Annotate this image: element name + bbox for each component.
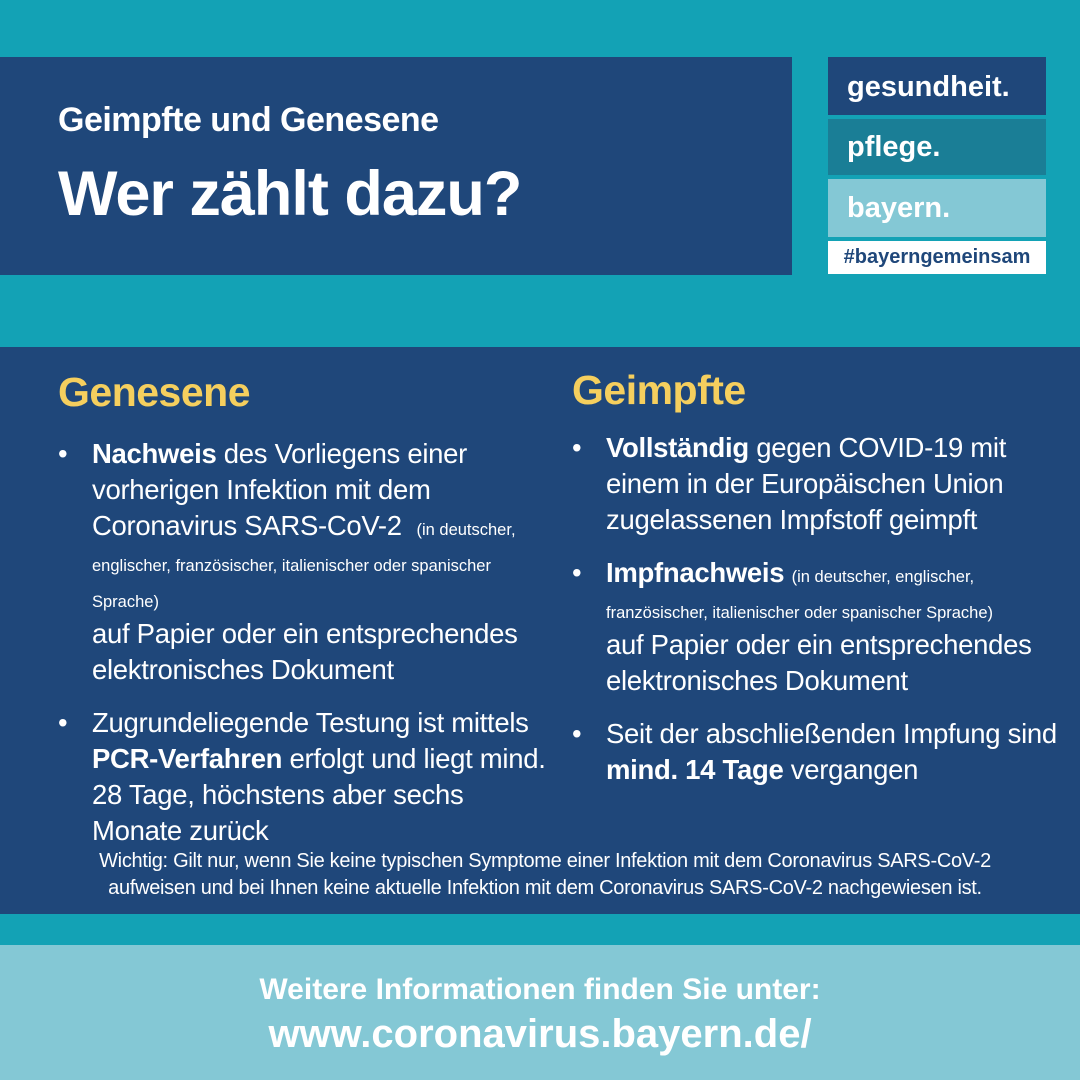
- bold-text: Impfnachweis: [606, 557, 785, 588]
- logo-block-bayern: [828, 179, 1046, 237]
- page-title: Wer zählt dazu?: [58, 159, 522, 229]
- note-line-2: aufweisen und bei Ihnen keine aktuelle Infektion mit dem Coronavirus SARS-CoV-2 nachgewiesen ist.: [108, 877, 982, 899]
- note-line-1: Wichtig: Gilt nur, wenn Sie keine typischen Symptome einer Infektion mit dem Coronavirus SARS-CoV-2: [99, 850, 991, 872]
- logo-text-pflege: pflege.: [847, 131, 941, 163]
- genesene-list: [58, 436, 558, 849]
- genesene-heading: Genesene: [58, 369, 250, 415]
- bold-text: mind. 14 Tage: [606, 754, 784, 785]
- bold-text: PCR-Verfahren: [92, 743, 283, 774]
- geimpfte-heading: Geimpfte: [572, 367, 746, 413]
- bold-text: Vollständig: [606, 432, 749, 463]
- genesene-column: [58, 368, 558, 849]
- page-subtitle: Geimpfte und Genesene: [58, 101, 439, 139]
- footer-intro-text: Weitere Informationen finden Sie unter:: [259, 973, 821, 1006]
- logo-text-gesundheit: gesundheit.: [847, 71, 1010, 103]
- geimpfte-bullet-frist: • Seit der abschließenden Impfung sind mind. 14 Tage vergangen: [572, 716, 1077, 788]
- hashtag-badge: #bayerngemeinsam: [828, 241, 1046, 274]
- logo-block-pflege: [828, 119, 1046, 175]
- language-note: (in deutscher, englischer, französischer, italienischer oder spanischer Sprache): [606, 568, 994, 622]
- geimpfte-bullet-vollstaendig: • Vollständig gegen COVID-19 mit einem in der Europäischen Union zugelassenen Impfstoff geimpft: [572, 430, 1077, 538]
- geimpfte-bullet-impfnachweis: • Impfnachweis (in deutscher, englischer, französischer, italienischer oder spanischer Sprache) auf Papier oder ein entsprechendes elektronisches Dokument: [572, 555, 1077, 699]
- logo-text-bayern: bayern.: [847, 192, 951, 224]
- geimpfte-list: [572, 430, 1077, 788]
- footer-url-link[interactable]: www.coronavirus.bayern.de/: [268, 1012, 812, 1056]
- important-note: [0, 848, 1080, 902]
- genesene-bullet-nachweis: • Nachweis des Vorliegens einer vorherigen Infektion mit dem Coronavirus SARS-CoV-2 (in deutscher, englischer, französischer, italienischer oder spanischer Sprache) auf Papier oder ein entsprechendes elektronisches Dokument: [58, 436, 558, 688]
- language-note: (in deutscher, englischer, französischer, italienischer oder spanischer Sprache): [92, 521, 516, 611]
- geimpfte-column: [572, 366, 1077, 788]
- logo-block-gesundheit: [828, 57, 1046, 115]
- genesene-bullet-testung: • Zugrundeliegende Testung ist mittels PCR-Verfahren erfolgt und liegt mind. 28 Tage, höchstens aber sechs Monate zurück: [58, 705, 558, 849]
- bold-text: Nachweis: [92, 438, 217, 469]
